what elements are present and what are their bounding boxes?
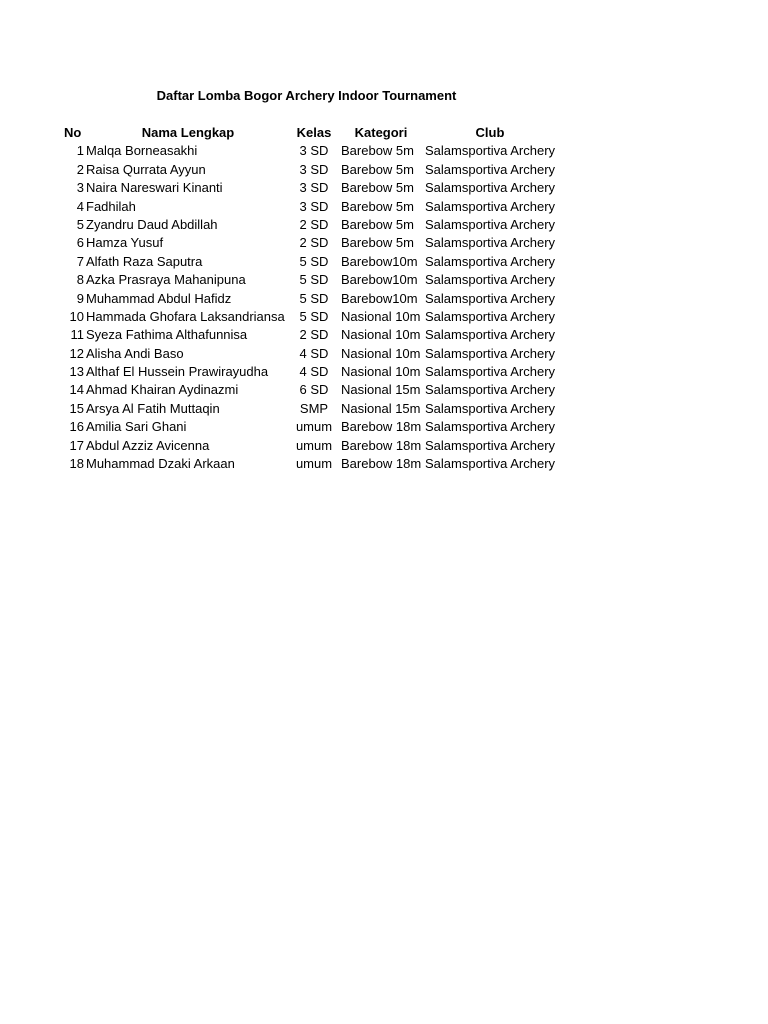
participant-name: Alisha Andi Baso bbox=[86, 345, 184, 361]
participant-club: Salamsportiva Archery bbox=[425, 308, 556, 324]
row-number: 5 bbox=[76, 216, 84, 232]
row-number: 10 bbox=[69, 308, 84, 324]
participant-club: Salamsportiva Archery bbox=[425, 143, 556, 159]
participant-kategori: Barebow 5m bbox=[341, 161, 414, 177]
row-number: 9 bbox=[76, 290, 84, 306]
participant-club: Salamsportiva Archery bbox=[425, 253, 556, 269]
participant-club: Salamsportiva Archery bbox=[425, 400, 556, 416]
participant-kategori: Barebow 18m bbox=[341, 419, 422, 435]
participant-kategori: Barebow 5m bbox=[341, 216, 414, 232]
row-number: 3 bbox=[76, 180, 84, 196]
participant-name: Hamza Yusuf bbox=[86, 235, 164, 251]
participant-kategori: Nasional 15m bbox=[341, 400, 421, 416]
row-number: 12 bbox=[69, 345, 84, 361]
participant-kelas: 4 SD bbox=[299, 364, 329, 380]
header-no: No bbox=[64, 125, 82, 140]
participant-kelas: 3 SD bbox=[299, 143, 329, 159]
header-name: Nama Lengkap bbox=[141, 125, 235, 140]
participant-name: Abdul Azziz Avicenna bbox=[86, 437, 210, 453]
participant-kategori: Barebow 5m bbox=[341, 143, 414, 159]
participant-name: Azka Prasraya Mahanipuna bbox=[86, 272, 246, 288]
participant-club: Salamsportiva Archery bbox=[425, 419, 556, 435]
participant-name: Zyandru Daud Abdillah bbox=[86, 216, 218, 232]
participant-club: Salamsportiva Archery bbox=[425, 272, 556, 288]
participant-kategori: Nasional 10m bbox=[341, 364, 421, 380]
participant-kategori: Barebow 5m bbox=[341, 235, 414, 251]
row-number: 18 bbox=[69, 456, 84, 472]
participant-kategori: Barebow 5m bbox=[341, 180, 414, 196]
participant-kelas: 3 SD bbox=[299, 180, 329, 196]
participant-club: Salamsportiva Archery bbox=[425, 198, 556, 214]
participant-kategori: Barebow10m bbox=[341, 272, 418, 288]
participant-club: Salamsportiva Archery bbox=[425, 364, 556, 380]
participant-club: Salamsportiva Archery bbox=[425, 327, 556, 343]
participant-name: Hammada Ghofara Laksandriansa bbox=[86, 308, 285, 324]
row-number: 14 bbox=[69, 382, 84, 398]
participant-name: Syeza Fathima Althafunnisa bbox=[86, 327, 248, 343]
participant-kategori: Barebow 18m bbox=[341, 437, 422, 453]
participant-kelas: 5 SD bbox=[299, 290, 329, 306]
participant-kelas: umum bbox=[295, 456, 333, 472]
participant-club: Salamsportiva Archery bbox=[425, 290, 556, 306]
row-number: 7 bbox=[76, 253, 84, 269]
participant-club: Salamsportiva Archery bbox=[425, 180, 556, 196]
participant-name: Amilia Sari Ghani bbox=[86, 419, 187, 435]
participant-kelas: 2 SD bbox=[299, 216, 329, 232]
participant-name: Althaf El Hussein Prawirayudha bbox=[86, 364, 269, 380]
header-kelas: Kelas bbox=[296, 125, 332, 140]
participant-name: Malqa Borneasakhi bbox=[86, 143, 198, 159]
document-title: Daftar Lomba Bogor Archery Indoor Tournament bbox=[156, 88, 457, 103]
row-number: 2 bbox=[76, 161, 84, 177]
participant-kelas: 6 SD bbox=[299, 382, 329, 398]
header-club: Club bbox=[475, 125, 505, 140]
row-number: 13 bbox=[69, 364, 84, 380]
participant-kategori: Nasional 10m bbox=[341, 345, 421, 361]
participant-club: Salamsportiva Archery bbox=[425, 382, 556, 398]
row-number: 4 bbox=[76, 198, 84, 214]
participant-club: Salamsportiva Archery bbox=[425, 161, 556, 177]
header-kategori: Kategori bbox=[354, 125, 408, 140]
participant-club: Salamsportiva Archery bbox=[425, 345, 556, 361]
participant-name: Fadhilah bbox=[86, 198, 136, 214]
participant-kategori: Nasional 10m bbox=[341, 308, 421, 324]
participant-name: Muhammad Abdul Hafidz bbox=[86, 290, 232, 306]
participant-kategori: Barebow 18m bbox=[341, 456, 422, 472]
participant-kelas: 5 SD bbox=[299, 253, 329, 269]
participant-kelas: 2 SD bbox=[299, 327, 329, 343]
participant-name: Arsya Al Fatih Muttaqin bbox=[86, 400, 220, 416]
participant-name: Naira Nareswari Kinanti bbox=[86, 180, 223, 196]
row-number: 15 bbox=[69, 400, 84, 416]
row-number: 16 bbox=[69, 419, 84, 435]
participant-kelas: umum bbox=[295, 419, 333, 435]
participant-name: Ahmad Khairan Aydinazmi bbox=[86, 382, 239, 398]
participant-kelas: umum bbox=[295, 437, 333, 453]
row-number: 17 bbox=[69, 437, 84, 453]
participant-club: Salamsportiva Archery bbox=[425, 456, 556, 472]
participant-name: Raisa Qurrata Ayyun bbox=[86, 161, 206, 177]
participant-kelas: SMP bbox=[299, 400, 329, 416]
row-number: 6 bbox=[76, 235, 84, 251]
participant-kelas: 5 SD bbox=[299, 308, 329, 324]
participant-kategori: Nasional 15m bbox=[341, 382, 421, 398]
participant-kelas: 4 SD bbox=[299, 345, 329, 361]
row-number: 8 bbox=[76, 272, 84, 288]
participant-kategori: Barebow10m bbox=[341, 253, 418, 269]
participant-club: Salamsportiva Archery bbox=[425, 437, 556, 453]
participant-kategori: Barebow 5m bbox=[341, 198, 414, 214]
row-number: 11 bbox=[70, 327, 84, 343]
participant-name: Alfath Raza Saputra bbox=[86, 253, 203, 269]
participant-club: Salamsportiva Archery bbox=[425, 235, 556, 251]
participant-kategori: Nasional 10m bbox=[341, 327, 421, 343]
participant-name: Muhammad Dzaki Arkaan bbox=[86, 456, 235, 472]
participant-club: Salamsportiva Archery bbox=[425, 216, 556, 232]
participant-kelas: 3 SD bbox=[299, 161, 329, 177]
participant-kelas: 3 SD bbox=[299, 198, 329, 214]
row-number: 1 bbox=[76, 143, 84, 159]
participant-kelas: 5 SD bbox=[299, 272, 329, 288]
participant-kelas: 2 SD bbox=[299, 235, 329, 251]
participant-kategori: Barebow10m bbox=[341, 290, 418, 306]
